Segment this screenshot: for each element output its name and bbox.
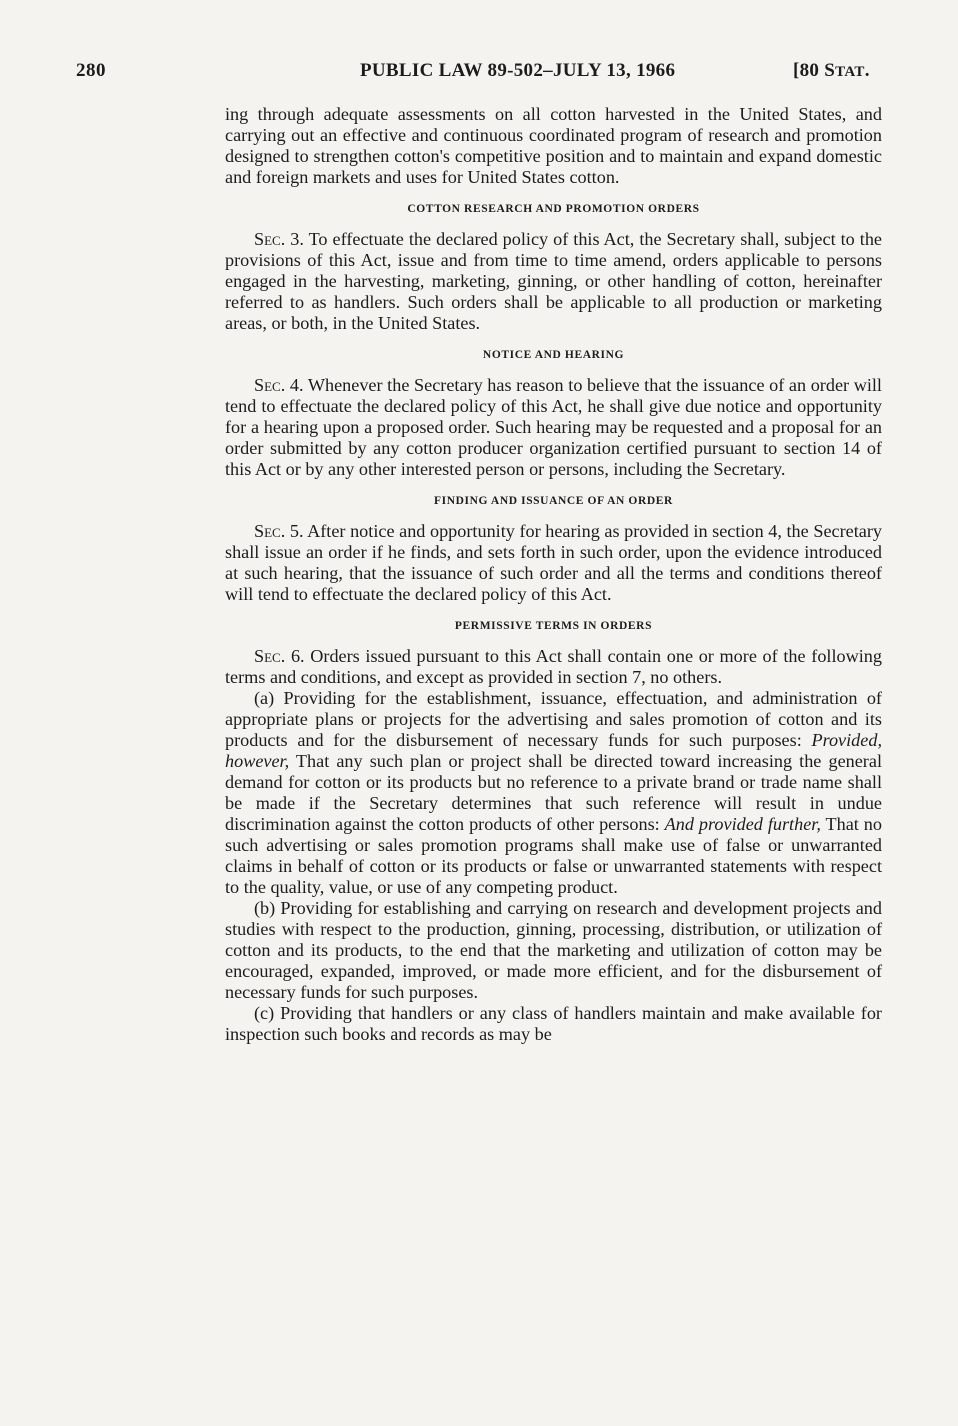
volume-reference-open: [80 S — [793, 60, 836, 81]
section-3-text: To effectuate the declared policy of this Act, the Secretary shall, subject to the provisions of this Act, issue and from time to time amend, orders applicable to persons engaged in the harvesting, marketing, ginning, or other handling of cotton, hereinafter referred to as handlers. Such orders shall be applicable to all production or marketing areas, or both, in the United States. — [225, 229, 882, 333]
running-head: PUBLIC LAW 89-502–JULY 13, 1966 — [360, 60, 676, 81]
section-4-heading: NOTICE AND HEARING — [482, 349, 625, 361]
subsection-a-proviso-2: And provided further, — [664, 814, 821, 834]
page-number: 280 — [76, 60, 106, 81]
text-column — [225, 104, 882, 1045]
section-5-label: Sec. 5. — [254, 521, 304, 541]
volume-reference-smallcaps: TAT — [835, 64, 865, 80]
section-4-label: Sec. 4. — [254, 375, 304, 395]
section-6-heading: PERMISSIVE TERMS IN ORDERS — [454, 620, 653, 632]
section-3-paragraph — [225, 229, 882, 334]
subsection-a-text-3: That no such advertising or sales promotion programs shall make use of false or unwarranted claims in behalf of cotton or its products or false or unwarranted statements with respect to the quality, value, or use of any competing product. — [225, 814, 882, 897]
volume-reference — [793, 60, 870, 82]
section-3-heading: COTTON RESEARCH AND PROMOTION ORDERS — [407, 203, 700, 215]
section-5-text: After notice and opportunity for hearing as provided in section 4, the Secretary shall issue an order if he finds, and sets forth in such order, upon the evidence introduced at such hearing, that the issuance of such order and all the terms and conditions thereof will tend to effectuate the declared policy of this Act. — [225, 521, 882, 604]
subsection-c-paragraph: (c) Providing that handlers or any class of handlers maintain and make available for inspection such books and records as may be — [225, 1003, 882, 1044]
volume-reference-close: . — [864, 60, 870, 81]
section-5-paragraph — [225, 521, 882, 605]
subsection-a-paragraph — [225, 688, 882, 898]
section-4-paragraph — [225, 375, 882, 480]
section-6-paragraph — [225, 646, 882, 688]
subsection-b-paragraph: (b) Providing for establishing and carrying on research and development projects and studies with respect to the production, ginning, processing, distribution, or utilization of cotton and its products, to the end that the marketing and utilization of cotton may be encouraged, expanded, improved, or made more efficient, and for the disbursement of necessary funds for such purposes. — [225, 898, 882, 1002]
subsection-a-text-1: (a) Providing for the establishment, issuance, effectuation, and administration of appropriate plans or projects for the advertising and sales promotion of cotton and its products and for the disbursement of necessary funds for such purposes: — [225, 688, 882, 750]
section-5-heading: FINDING AND ISSUANCE OF AN ORDER — [434, 495, 673, 507]
section-6-label: Sec. 6. — [254, 646, 305, 666]
section-4-text: Whenever the Secretary has reason to believe that the issuance of an order will tend to effectuate the declared policy of this Act, he shall give due notice and opportunity for a hearing upon a proposed order. Such hearing may be requested and a proposal for an order submitted by any cotton producer organization certified pursuant to section 14 of this Act or by any other interested person or persons, including the Secretary. — [225, 375, 882, 479]
intro-paragraph: ing through adequate assessments on all cotton harvested in the United States, and carrying out an effective and continuous coordinated program of research and promotion designed to strengthen cotton's competitive position and to maintain and expand domestic and foreign markets and uses for United States cotton. — [225, 104, 882, 187]
section-6-text: Orders issued pursuant to this Act shall contain one or more of the following terms and conditions, and except as provided in section 7, no others. — [225, 646, 882, 687]
subsection-a-text-2: That any such plan or project shall be directed toward increasing the general demand for cotton or its products but no reference to a private brand or trade name shall be made if the Secretary determines that such reference will result in undue discrimination against the cotton products of other persons: — [225, 751, 882, 834]
section-3-label: Sec. 3. — [254, 229, 304, 249]
subsection-a-proviso-1: Provided, however, — [225, 730, 882, 771]
